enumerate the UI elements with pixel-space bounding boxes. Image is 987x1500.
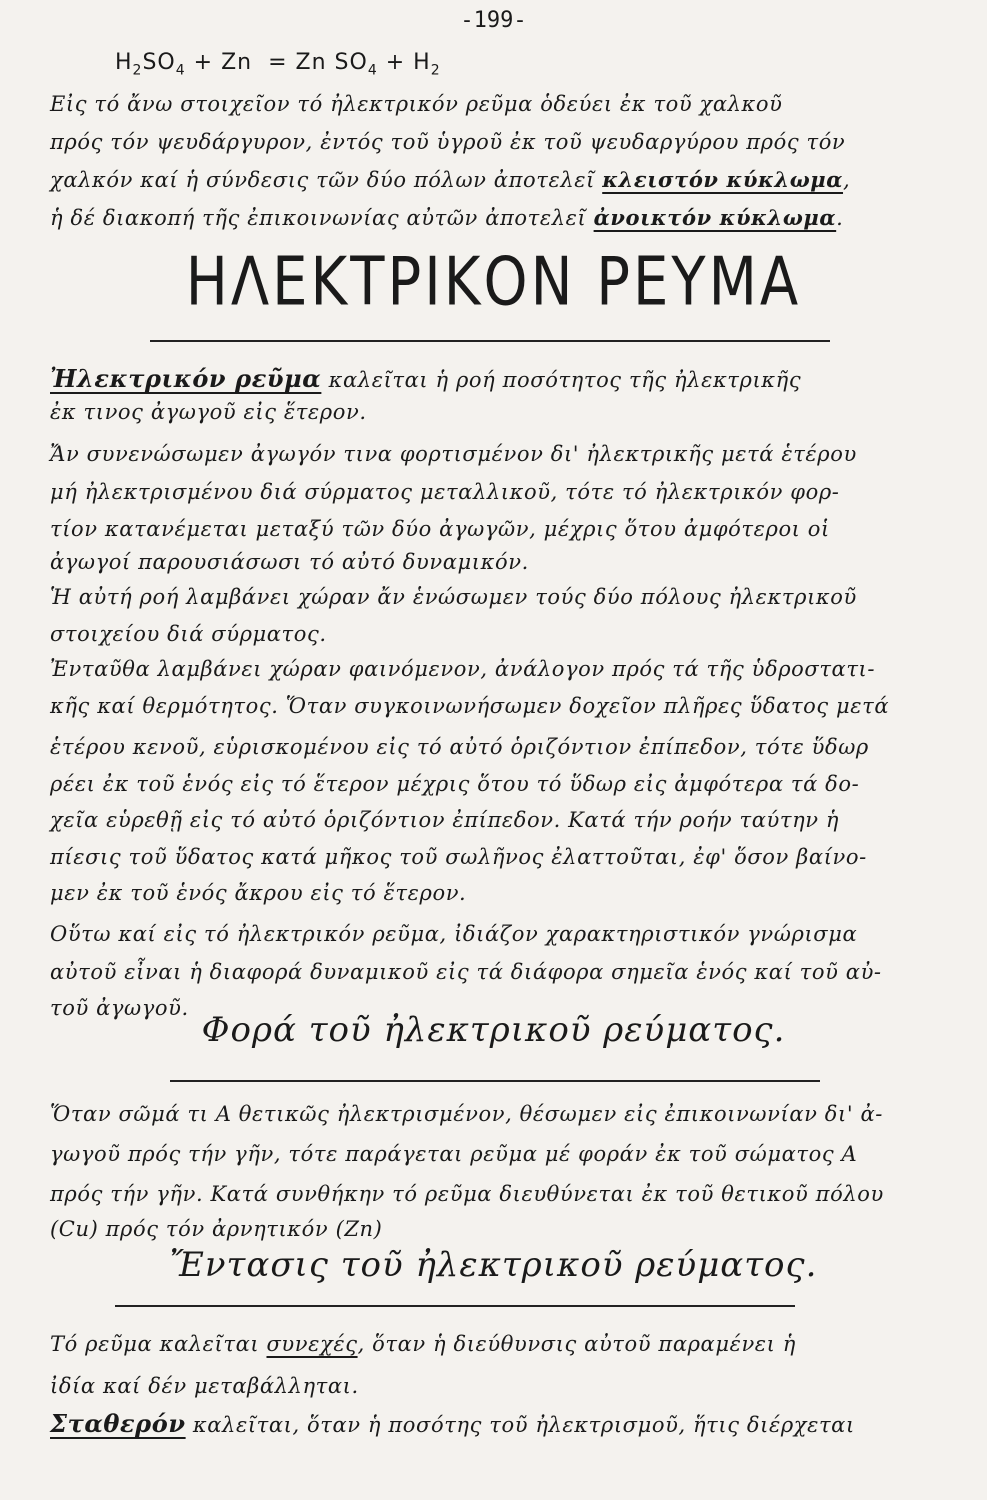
section1-line-2: γωγοῦ πρός τήν γῆν, τότε παράγεται ρεῦμα μέ φοράν ἐκ τοῦ σώματος Α [50, 1142, 858, 1166]
text: . [836, 206, 844, 230]
constant-term: Σταθερόν [50, 1409, 186, 1438]
page-number: -199- [460, 8, 527, 33]
heading-underline [115, 1305, 795, 1307]
section1-line-1: Ὅταν σῶμά τι Α θετικῶς ἠλεκτρισμένον, θέσωμεν εἰς ἐπικοινωνίαν δι' ἀ- [50, 1102, 883, 1126]
body-line-10: κῆς καί θερμότητος. Ὅταν συγκοινωνήσωμεν δοχεῖον πλῆρες ὕδατος μετά [50, 694, 890, 718]
intro-line-1: Εἰς τό ἄνω στοιχεῖον τό ἠλεκτρικόν ρεῦμα ὁδεύει ἐκ τοῦ χαλκοῦ [50, 92, 783, 116]
section1-line-3: πρός τήν γῆν. Κατά συνθήκην τό ρεῦμα διευθύνεται ἐκ τοῦ θετικοῦ πόλου [50, 1182, 884, 1206]
text: καλεῖται ἡ ροή ποσότητος τῆς ἠλεκτρικῆς [321, 368, 802, 392]
section2-line-1 [50, 1330, 930, 1358]
formula-sub: 4 [367, 62, 378, 79]
page-title: ΗΛΕΚΤΡΙΚΟΝ ΡΕΥΜΑ [185, 243, 802, 322]
body-line-13: χεῖα εὑρεθῇ εἰς τό αὐτό ὁριζόντιον ἐπίπεδον. Κατά τήν ροήν ταύτην ἡ [50, 808, 840, 832]
continuous-term: συνεχές [266, 1332, 358, 1356]
body-line-14: πίεσις τοῦ ὕδατος κατά μῆκος τοῦ σωλῆνος ἐλαττοῦται, ἐφ' ὅσον βαίνο- [50, 845, 867, 869]
formula-part: + Zn = Zn SO [185, 50, 368, 75]
section-heading-intensity: Ἔντασις τοῦ ἠλεκτρικοῦ ρεύματος. [169, 1245, 818, 1285]
heading-underline [170, 1080, 820, 1082]
intro-line-3 [50, 166, 930, 194]
body-line-6: ἀγωγοί παρουσιάσωσι τό αὐτό δυναμικόν. [50, 550, 529, 574]
body-line-12: ρέει ἐκ τοῦ ἑνός εἰς τό ἕτερον μέχρις ὅτου τό ὕδωρ εἰς ἀμφότερα τά δο- [50, 772, 860, 796]
body-line-2: ἐκ τινος ἀγωγοῦ εἰς ἕτερον. [50, 400, 367, 424]
intro-line-2: πρός τόν ψευδάργυρον, ἐντός τοῦ ὑγροῦ ἐκ τοῦ ψευδαργύρου πρός τόν [50, 130, 846, 154]
formula-sub: 2 [430, 62, 441, 79]
body-line-11: ἑτέρου κενοῦ, εὑρισκομένου εἰς τό αὐτό ὁριζόντιον ἐπίπεδον, τότε ὕδωρ [50, 735, 869, 759]
body-line-3: Ἄν συνενώσωμεν ἀγωγόν τινα φορτισμένον δι' ἠλεκτρικῆς μετά ἑτέρου [50, 442, 857, 466]
text: Τό ρεῦμα καλεῖται [50, 1332, 267, 1356]
chemical-equation [115, 50, 441, 78]
text: , ὅταν ἡ διεύθυνσις αὐτοῦ παραμένει ἡ [357, 1332, 796, 1356]
formula-sub: 4 [175, 62, 186, 79]
body-line-9: Ἐνταῦθα λαμβάνει χώραν φαινόμενον, ἀνάλογον πρός τά τῆς ὑδροστατι- [50, 657, 876, 681]
body-line-7: Ἡ αὐτή ροή λαμβάνει χώραν ἄν ἑνώσωμεν τούς δύο πόλους ἠλεκτρικοῦ [50, 585, 857, 609]
body-line-17: αὐτοῦ εἶναι ἡ διαφορά δυναμικοῦ εἰς τά διάφορα σημεῖα ἑνός καί τοῦ αὐ- [50, 960, 882, 984]
body-line-16: Οὕτω καί εἰς τό ἠλεκτρικόν ρεῦμα, ἰδιάζον χαρακτηριστικόν γνώρισμα [50, 922, 858, 946]
title-underline [150, 340, 830, 342]
body-line-5: τίον κατανέμεται μεταξύ τῶν δύο ἀγωγῶν, μέχρις ὅτου ἀμφότεροι οἱ [50, 517, 830, 541]
body-line-1 [50, 365, 930, 394]
formula-sub: 2 [132, 62, 143, 79]
section2-line-2: ἰδία καί δέν μεταβάλληται. [50, 1374, 359, 1398]
section-heading-direction: Φορά τοῦ ἠλεκτρικοῦ ρεύματος. [201, 1010, 786, 1050]
formula-part: SO [142, 50, 176, 75]
body-line-15: μεν ἐκ τοῦ ἑνός ἄκρου εἰς τό ἕτερον. [50, 881, 467, 905]
body-line-4: μή ἠλεκτρισμένου διά σύρματος μεταλλικοῦ, τότε τό ἠλεκτρικόν φορ- [50, 480, 840, 504]
text: χαλκόν καί ἡ σύνδεσις τῶν δύο πόλων ἀποτελεῖ [50, 168, 603, 192]
body-line-8: στοιχείου διά σύρματος. [50, 622, 327, 646]
body-line-18: τοῦ ἀγωγοῦ. [50, 996, 189, 1020]
electric-current-term: Ἠλεκτρικόν ρεῦμα [50, 364, 322, 393]
closed-circuit-term: κλειστόν κύκλωμα [602, 167, 844, 192]
section2-line-3 [50, 1410, 930, 1439]
section1-line-4: (Cu) πρός τόν ἀρνητικόν (Zn) [50, 1217, 383, 1241]
text: καλεῖται, ὅταν ἡ ποσότης τοῦ ἠλεκτρισμοῦ, ἥτις διέρχεται [185, 1413, 855, 1437]
text: , [843, 168, 851, 192]
open-circuit-term: ἀνοικτόν κύκλωμα [593, 205, 837, 230]
formula-part: + H [377, 50, 431, 75]
text: ἡ δέ διακοπή τῆς ἐπικοινωνίας αὐτῶν ἀποτελεῖ [50, 206, 594, 230]
formula-part: H [115, 50, 133, 75]
intro-line-4 [50, 204, 930, 232]
